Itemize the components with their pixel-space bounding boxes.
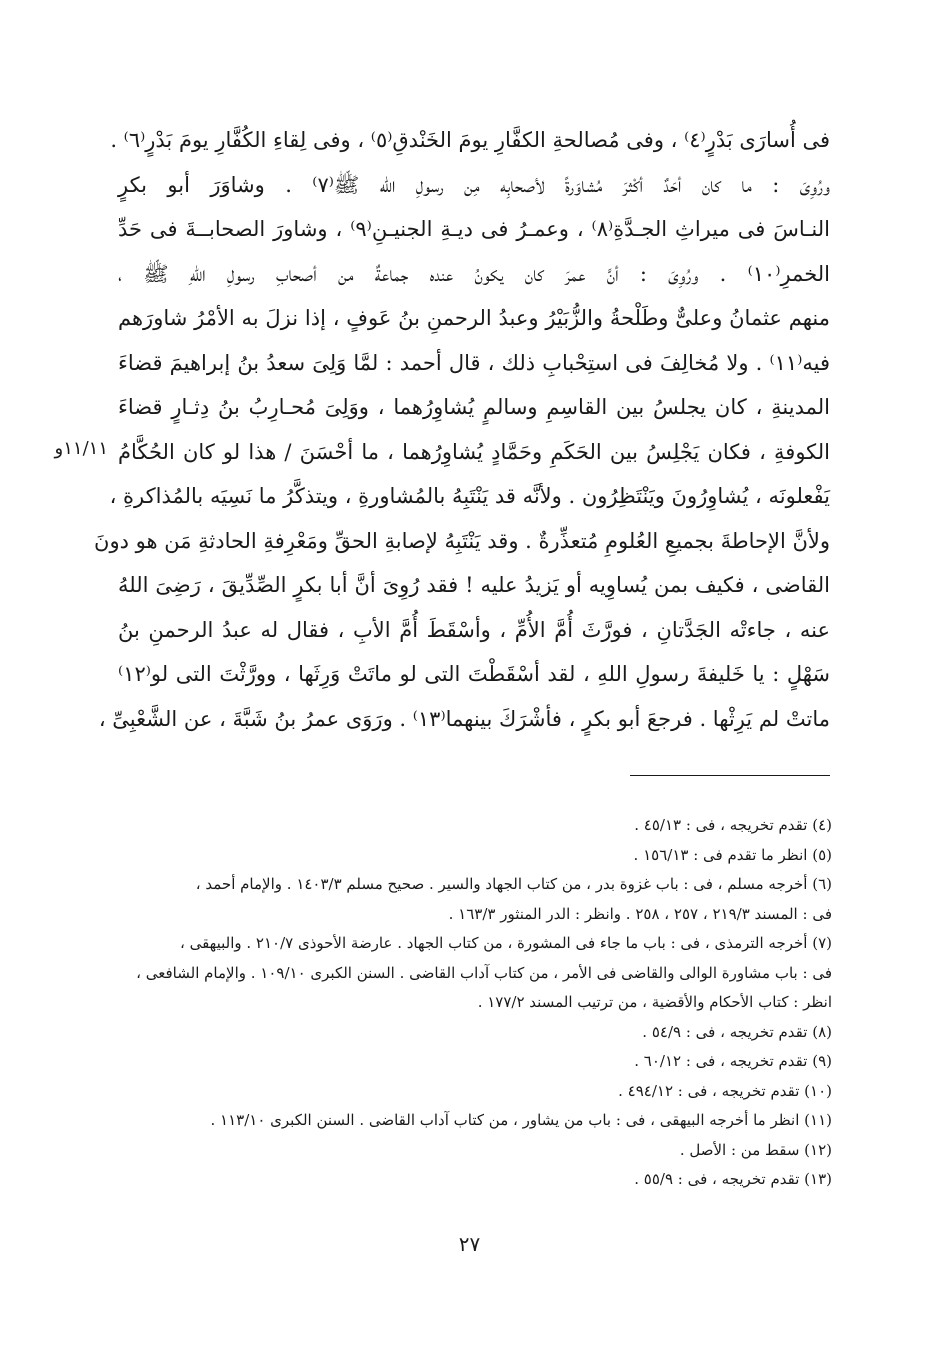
footnote-line: (٦) أخرجه مسلم ، فى : باب غزوة بدر ، من كتاب الجهاد والسير . صحيح مسلم ١٤٠٣/٣ . والإمام أحمد ، [195, 875, 832, 893]
footnote-line: فى : المسند ٢١٩/٣ ، ٢٥٧ ، ٢٥٨ . وانظر : الدر المنثور ١٦٣/٣ . [448, 904, 832, 923]
text-line: فيه⁽١١⁾ . ولا مُخالِفَ فى استِحْبابِ ذلك ، قال أحمد : لمَّا وَلِىَ سعدُ بنُ إبراهيمَ قضاءَ [118, 350, 830, 375]
footnote-line: (٤) تقدم تخريجه ، فى : ٤٥/١٣ . [634, 816, 832, 834]
text-line: النـاسَ فى ميراثِ الجـدَّةِ⁽٨⁾ ، وعمـرُ فى ديـةِ الجنيـنِ⁽٩⁾ ، وشاورَ الصحابــةَ فى حَدِّ [118, 217, 830, 241]
text-line: عنه ، جاءتْه الجَدَّتانِ ، فورَّثَ أُمَّ الأُمِّ ، وأسْقَطَ أُمَّ الأبِ ، فقال له عبدُ الرحمنِ بنُ [118, 617, 830, 642]
footnote-line: (١٢) سقط من : الأصل . [679, 1140, 832, 1159]
text-line: يَفْعلونَه ، يُشاوِرُونَ ويَنْتَظِرُون . ولأنَّه قد يَنْتَبِهُ بالمُشاورةِ ، ويتذكَّرُ ما نَسِيَه بالمُذاكرةِ ، [109, 484, 830, 508]
footnote-line: (١١) انظر ما أخرجه البيهقى ، فى : باب من يشاور ، من كتاب آداب القاضى . السنن الكبرى ١١٣/١٠ . [210, 1111, 832, 1129]
footnote-separator [630, 775, 830, 776]
text-line: ورُوِىَ : ما كان أحَدٌ أكْثرَ مُشاوَرةً لأصحابِه مِن رسولِ الله ﷺ⁽٧⁾ . وشاوَرَ أبو بكرٍ [118, 172, 830, 197]
footnote-line: (٨) تقدم تخريجه ، فى : ٥٤/٩ . [642, 1022, 832, 1041]
text-line: الكوفةِ ، فكان يَجْلِسُ بين الحَكَمِ وحَمَّادٍ يُشاوِرُهما ، ما أحْسَنَ / هذا لو كان الحُكَّامُ [118, 439, 830, 464]
footnote-line: فى : باب مشاورة الوالى والقاضى فى الأمر ، من كتاب آداب القاضى . السنن الكبرى ١٠٩/١٠ . والإمام الشافعى ، [136, 963, 832, 982]
text-line: ماتتْ لم يَرِثْها . فرجعَ أبو بكرٍ ، فأشْرَكَ بينهما⁽١٣⁾ . ورَوَى عمرُ بنُ شَبَّةَ ، عن الشَّعْبِىِّ ، [98, 706, 830, 731]
footnote-line: (٧) أخرجه الترمذى ، فى : باب ما جاء فى المشورة ، من كتاب الجهاد . عارضة الأحوذى ٢١٠/٧ . والبيهقى ، [179, 934, 832, 952]
footnote-line: (١٣) تقدم تخريجه ، فى : ٥٥/٩ . [634, 1170, 832, 1188]
text-line: المدينةِ ، كان يجلسُ بين القاسِمِ وسالمٍ يُشاوِرُهما ، ووَلِىَ مُحـارِبُ بنُ دِثـارٍ قضاءَ [118, 395, 830, 419]
text-line: القاضى ، فكيف بمن يُساوِيه أو يَزيدُ عليه ! فقد رُوِىَ أنَّ أبا بكرٍ الصِّدِّيقَ ، رَضِىَ اللهُ [118, 573, 830, 597]
footnotes [110, 811, 832, 1195]
main-text [94, 118, 830, 741]
page-number: ٢٧ [458, 1232, 481, 1256]
text-line: الخمرِ⁽١٠⁾ . ورُوِىَ : أنَّ عمرَ كان يكونُ عنده جماعةٌ من أصحابِ رسولِ اللهِ ﷺ ، [118, 261, 830, 286]
footnote-line: انظر : كتاب الأحكام والأقضية ، من ترتيب المسند ١٧٧/٢ . [477, 993, 832, 1011]
manuscript-folio-marker: ١١/١١و [54, 438, 108, 459]
footnote-line: (٥) انظر ما تقدم فى : ١٥٦/١٣ . [633, 845, 832, 864]
footnote-line: (٩) تقدم تخريجه ، فى : ٦٠/١٢ . [634, 1052, 832, 1070]
text-line: ولأنَّ الإحاطةَ بجميعِ العُلومِ مُتعذِّرةٌ . وقد يَنْتَبِهُ لإصابةِ الحقِّ ومَعْرِفةِ الحادثةِ مَن هو دونَ [94, 528, 830, 553]
text-line: فى أُسارَى بَدْرٍ⁽٤⁾ ، وفى مُصالحةِ الكفَّارِ يومَ الخَنْدقِ⁽٥⁾ ، وفى لِقاءِ الكُفَّارِ يومَ بَدْرٍ⁽٦⁾ . [110, 128, 830, 152]
text-line: منهم عثمانُ وعلىٌّ وطَلْحةُ والزُّبَيْرُ وعبدُ الرحمنِ بنُ عَوفٍ ، إذا نزلَ به الأمْرُ شاورَهم [118, 306, 830, 330]
footnote-line: (١٠) تقدم تخريجه ، فى : ٤٩٤/١٢ . [618, 1081, 832, 1100]
text-line: سَهْلٍ : يا خَليفةَ رسولِ اللهِ ، لقد أسْقَطْتَ التى لو ماتَتْ وَرِثَها ، وورَّثْتَ التى لو⁽١٢⁾ [118, 662, 830, 686]
